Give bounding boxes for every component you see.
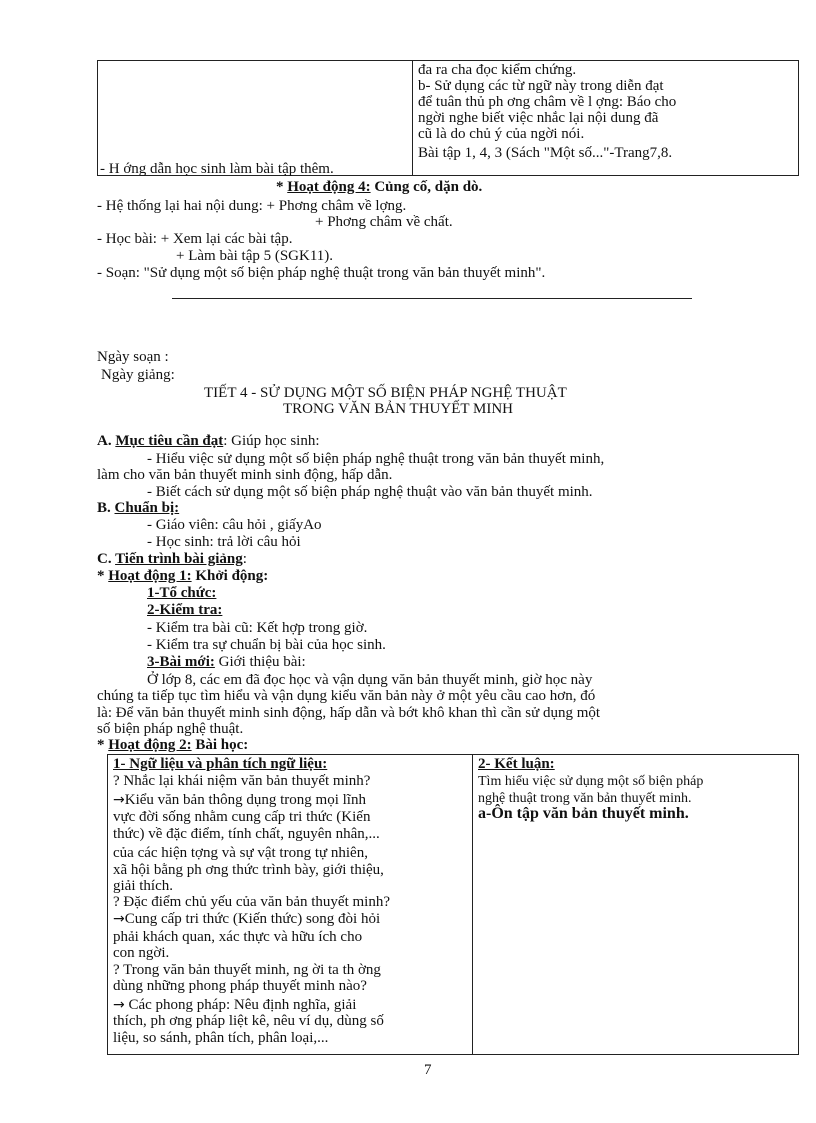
left-column-line-text: dùng những phong pháp thuyết minh nào?	[113, 978, 367, 994]
section-b-line: - Học sinh: trả lời câu hỏi	[147, 534, 301, 550]
left-column-line-text: xã hội bằng ph ơng thức trình bày, giới thiệu,	[113, 862, 384, 878]
left-column-line-text: thức) về đặc điểm, tính chất, nguyên nhân,...	[113, 826, 380, 842]
hd4-heading: * Hoạt động 4: Củng cố, dặn dò.	[276, 179, 483, 195]
left-column-line	[113, 793, 366, 807]
left-column-line	[113, 946, 169, 960]
section-b-label: Chuẩn bị:	[114, 500, 180, 516]
left-column-line	[113, 963, 381, 977]
left-column-line	[113, 863, 384, 877]
hd4-line: - Soạn: "Sử dụng một số biện pháp nghệ thuật trong văn bản thuyết minh".	[97, 265, 546, 281]
left-column-line-text: ? Đặc điểm chủ yếu của văn bản thuyết minh?	[113, 894, 390, 910]
hd2-label: Hoạt động 2:	[108, 737, 192, 753]
hd1-sub-kiem-tra: 2-Kiểm tra:	[147, 602, 223, 618]
right-column-line: nghệ thuật trong văn bản thuyết minh.	[478, 791, 692, 806]
section-a-line: - Hiểu việc sử dụng một số biện pháp nghệ thuật trong văn bản thuyết minh,	[147, 451, 605, 467]
top-table-right-line: cũ là do chủ ý của ngời nói.	[418, 126, 585, 142]
hd4-line: - Học bài: + Xem lại các bài tập.	[97, 231, 293, 247]
top-table-right-line: để tuân thủ ph ơng châm về l ợng: Báo cho	[418, 94, 677, 110]
section-divider	[172, 298, 692, 299]
arrow-right-icon: →	[113, 997, 125, 1013]
hd1-label: Hoạt động 1:	[108, 568, 192, 584]
hd2-heading: * Hoạt động 2: Bài học:	[97, 737, 249, 753]
section-a-label: Mục tiêu cần đạt	[115, 433, 224, 449]
section-c-label: Tiến trình bài giảng	[115, 551, 243, 567]
hd1-sub-to-chuc: 1-Tổ chức:	[147, 585, 217, 601]
left-column-line	[113, 827, 380, 841]
section-b-heading: B. Chuẩn bị:	[97, 500, 180, 516]
left-column-line-text: giải thích.	[113, 878, 173, 894]
hd1-intro-line: là: Để văn bản thuyết minh sinh động, hấp dẫn và bớt khô khan thì cần sử dụng một	[97, 705, 601, 721]
ngay-giang: Ngày giảng:	[101, 367, 175, 383]
top-table-right-line: đa ra cha đọc kiểm chứng.	[418, 62, 577, 78]
left-column-line	[113, 774, 370, 788]
hd1-heading: * Hoạt động 1: Khởi động:	[97, 568, 269, 584]
right-column-line: Tìm hiểu việc sử dụng một số biện pháp	[478, 774, 704, 789]
hd4-line: + Làm bài tập 5 (SGK11).	[176, 248, 334, 264]
left-column-line	[113, 998, 356, 1012]
left-column-line-text: Kiểu văn bản thông dụng trong mọi lĩnh	[124, 792, 366, 808]
top-table-right-line: b- Sử dụng các từ ngữ này trong diễn đạt	[418, 78, 664, 94]
left-column-line-text: liệu, so sánh, phân tích, phân loại,...	[113, 1030, 329, 1046]
left-column-line-text: của các hiện tợng và sự vật trong tự nhiên,	[113, 845, 368, 861]
section-c-heading: C. Tiến trình bài giảng:	[97, 551, 247, 567]
arrow-right-icon: →	[113, 911, 125, 927]
left-column-line	[113, 1031, 328, 1045]
left-column-line-text: Cung cấp tri thức (Kiến thức) song đòi hỏi	[124, 911, 381, 927]
lesson-title-line2: TRONG VĂN BẢN THUYẾT MINH	[283, 401, 514, 417]
left-column-line	[113, 930, 362, 944]
hd1-kt-line: - Kiểm tra sự chuẩn bị bài của học sinh.	[147, 637, 386, 653]
top-table-right-line: ngời nghe biết việc nhắc lại nội dung đã	[418, 110, 659, 126]
left-column-heading: 1- Ngữ liệu và phân tích ngữ liệu:	[113, 756, 328, 772]
hd4-line: + Phơng châm về chất.	[315, 214, 453, 230]
right-column-bold: a-Ôn tập văn bản thuyết minh.	[478, 805, 689, 822]
left-column-line	[113, 895, 390, 909]
section-a-line: làm cho văn bản thuyết minh sinh động, hấp dẫn.	[97, 467, 393, 483]
left-column-line	[113, 912, 380, 926]
lesson-title-line1: TIẾT 4 - SỬ DỤNG MỘT SỐ BIỆN PHÁP NGHỆ THUẬT	[204, 385, 567, 401]
hd1-intro-line: chúng ta tiếp tục tìm hiểu và vận dụng kiểu văn bản này ở một yêu cầu cao hơn, đó	[97, 688, 596, 704]
hd4-heading-label: Hoạt động 4:	[287, 179, 371, 195]
left-column-line-text: con ngời.	[113, 945, 170, 961]
right-column-heading: 2- Kết luận:	[478, 756, 555, 772]
section-b-line: - Giáo viên: câu hỏi , giấyAo	[147, 517, 322, 533]
hd1-bai-moi: 3-Bài mới: Giới thiệu bài:	[147, 654, 306, 670]
section-a-line: - Biết cách sử dụng một số biện pháp nghệ thuật vào văn bản thuyết minh.	[147, 484, 593, 500]
lesson-table-divider	[472, 754, 473, 1055]
left-column-line	[113, 1014, 384, 1028]
section-a-heading: A. Mục tiêu cần đạt: Giúp học sinh:	[97, 433, 320, 449]
left-column-line	[113, 810, 370, 824]
left-column-line-text: ? Trong văn bản thuyết minh, ng ời ta th ờng	[113, 962, 381, 978]
left-column-line-text: ? Nhắc lại khái niệm văn bản thuyết minh?	[113, 773, 371, 789]
left-column-line	[113, 979, 367, 993]
hd1-sub-bai-moi: 3-Bài mới:	[147, 654, 215, 670]
hd1-intro-line: Ở lớp 8, các em đã đọc học và vận dụng văn bản thuyết minh, giờ học này	[147, 672, 593, 688]
page-number: 7	[424, 1062, 432, 1078]
left-column-line-text: phải khách quan, xác thực và hữu ích cho	[113, 929, 363, 945]
top-table-right-line: Bài tập 1, 4, 3 (Sách "Một số..."-Trang7,8.	[418, 145, 673, 161]
top-table-divider	[412, 60, 413, 176]
left-column-line-text: vực đời sống nhằm cung cấp tri thức (Kiến	[113, 809, 371, 825]
left-column-line-text: Các phong pháp: Nêu định nghĩa, giải	[124, 997, 357, 1013]
arrow-right-icon: →	[113, 792, 125, 808]
hd1-intro-line: số biện pháp nghệ thuật.	[97, 721, 244, 737]
left-column-line	[113, 879, 173, 893]
left-column-line-text: thích, ph ơng pháp liệt kê, nêu ví dụ, dùng số	[113, 1013, 384, 1029]
left-column-line	[113, 846, 368, 860]
top-table-left-bottom: - H ớng dẫn học sinh làm bài tập thêm.	[100, 161, 334, 177]
ngay-soan: Ngày soạn :	[97, 349, 169, 365]
hd1-kt-line: - Kiểm tra bài cũ: Kết hợp trong giờ.	[147, 620, 368, 636]
hd4-line: - Hệ thống lại hai nội dung: + Phơng châm về lợng.	[97, 198, 407, 214]
